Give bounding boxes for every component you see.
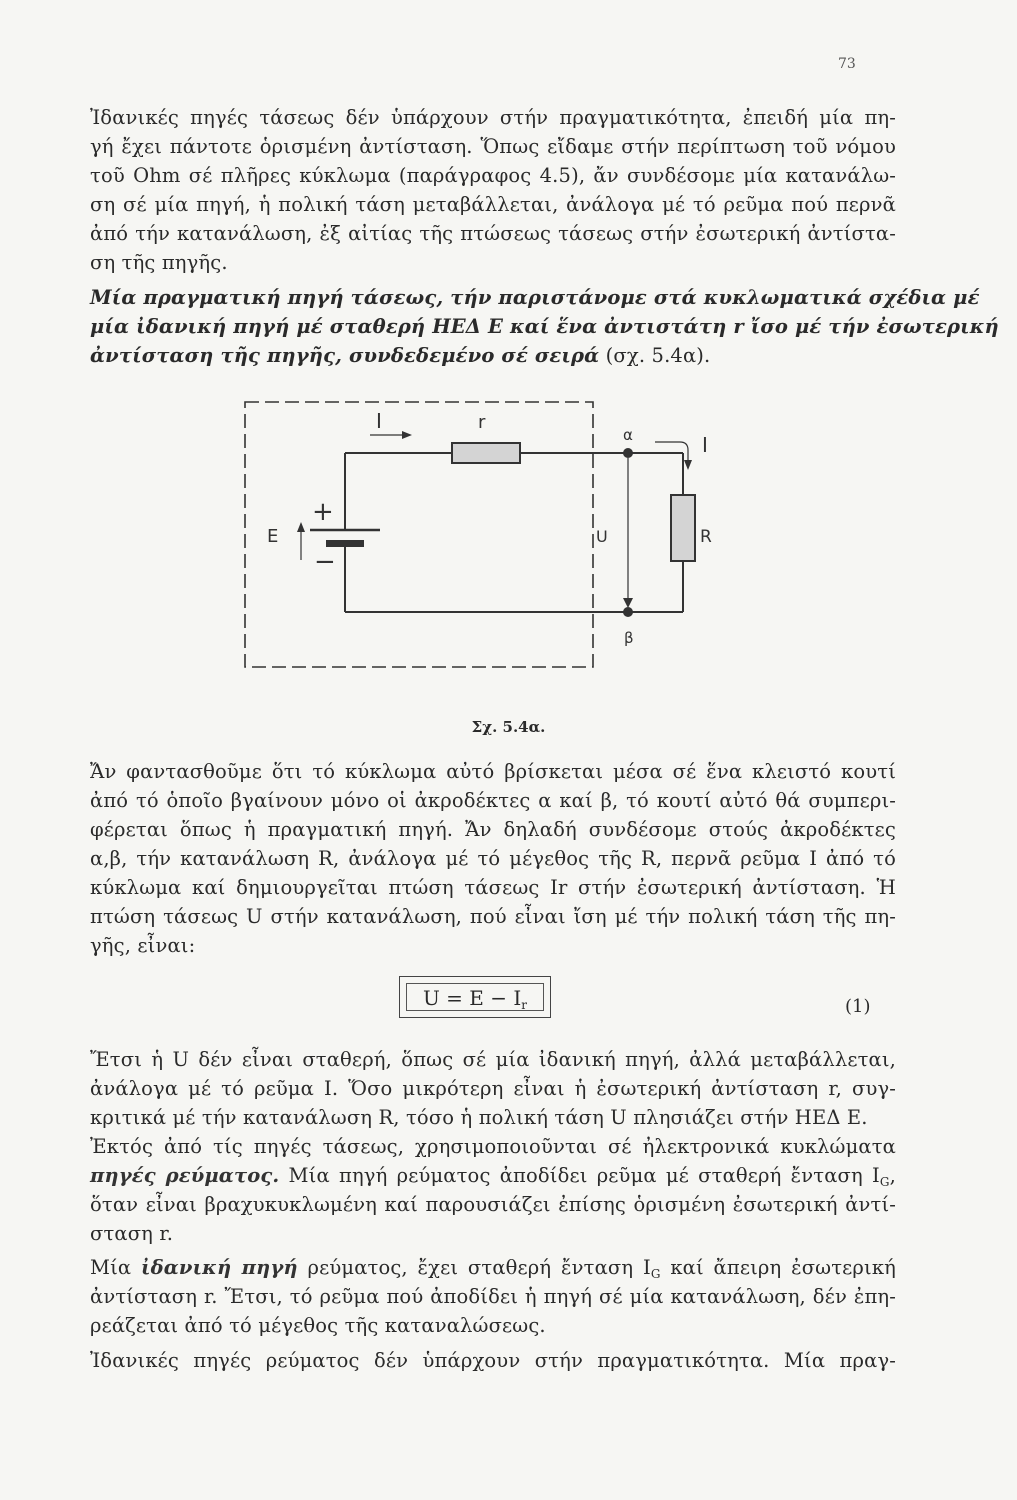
equation (406, 983, 544, 1011)
terminal-a-dot (623, 448, 633, 458)
label-terminal-a: α (623, 426, 633, 444)
text-line: Ἰδανικές πηγές τάσεως δέν ὑπάρχουν στήν πραγματικότητα, ἐπειδή μία πη- (90, 106, 896, 129)
page-number: 73 (838, 56, 856, 72)
text-line: Ἐκτός ἀπό τίς πηγές τάσεως, χρησιμοποιοῦνται σέ ἠλεκτρονικά κυκλώματα (90, 1135, 896, 1158)
equation-number: (1) (845, 996, 871, 1017)
label-terminal-b: β (624, 629, 634, 647)
equation-subscript: r (521, 998, 528, 1012)
text-line: Ἔτσι ἡ U δέν εἶναι σταθερή, ὅπως σέ μία ἰδανική πηγή, ἀλλά μεταβάλλεται, (90, 1048, 896, 1071)
current-arrowhead (684, 460, 692, 470)
text-line: κύκλωμα καί δημιουργεῖται πτώση τάσεως Ir στήν ἐσωτερική ἀντίσταση. Ἡ (90, 876, 896, 899)
text-line: μία ἰδανική πηγή μέ σταθερή ΗΕΔ Ε καί ἕνα ἀντιστάτη r ἴσο μέ τήν ἐσωτερική (90, 315, 999, 338)
text-line: Ἰδανικές πηγές ρεύματος δέν ὑπάρχουν στήν πραγματικότητα. Μία πραγ- (90, 1349, 896, 1372)
text-line: ἀπό τήν κατανάλωση, ἐξ αἰτίας τῆς πτώσεως τάσεως στήν ἐσωτερική ἀντίστα- (90, 222, 896, 245)
text-line: α,β, τήν κατανάλωση R, ἀνάλογα μέ τό μέγεθος τῆς R, περνᾶ ρεῦμα I ἀπό τό (90, 847, 896, 870)
load-resistor (671, 495, 695, 561)
text-line: γῆς, εἶναι: (90, 934, 196, 957)
label-current: I (702, 433, 708, 457)
internal-resistor (452, 443, 520, 463)
subscript: G (879, 1175, 890, 1189)
terminal-b-dot (623, 607, 633, 617)
text-line: γή ἔχει πάντοτε ὁρισμένη ἀντίσταση. Ὅπως εἴδαμε στήν περίπτωση τοῦ νόμου (90, 135, 896, 158)
text-line: ἀντίσταση r. Ἔτσι, τό ρεῦμα πού ἀποδίδει ἡ πηγή σέ μία κατανάλωση, δέν ἐπη- (90, 1285, 896, 1308)
circuit-diagram (230, 390, 750, 720)
text-line: φέρεται ὅπως ἡ πραγματική πηγή. Ἄν δηλαδή συνδέσομε στούς ἀκροδέκτες (90, 818, 896, 841)
current-arrowhead (402, 431, 412, 439)
text-span: Μία (90, 1256, 142, 1279)
text-line: σταση r. (90, 1222, 174, 1245)
text-line: ὅταν εἶναι βραχυκυκλωμένη καί παρουσιάζει ἐπίσης ὁρισμένη ἐσωτερική ἀντί- (90, 1193, 896, 1216)
text-line: ἀνάλογα μέ τό ρεῦμα I. Ὅσο μικρότερη εἶναι ἡ ἐσωτερική ἀντίσταση r, συγ- (90, 1077, 896, 1100)
emphasis-text: πηγές ρεύματος. (90, 1164, 280, 1187)
label-current: I (376, 409, 382, 433)
label-plus: + (312, 497, 334, 527)
figure-reference: (σχ. 5.4α). (599, 344, 711, 367)
text-line: ση τῆς πηγῆς. (90, 251, 228, 274)
battery-short-plate (326, 540, 364, 547)
voltage-arrowhead (623, 598, 633, 608)
text-line: ρεάζεται ἀπό τό μέγεθος τῆς καταναλώσεως. (90, 1314, 546, 1337)
text-line: κριτικά μέ τήν κατανάλωση R, τόσο ἡ πολική τάση U πλησιάζει στήν ΗΕΔ Ε. (90, 1106, 868, 1129)
label-minus: − (314, 547, 336, 577)
text-span: ρεύματος, ἔχει σταθερή ἔνταση I (297, 1256, 651, 1279)
equation-text: U = E − I (422, 986, 522, 1010)
text-line: Ἄν φαντασθοῦμε ὅτι τό κύκλωμα αὐτό βρίσκεται μέσα σέ ἕνα κλειστό κουτί (90, 760, 896, 783)
text-line: Μία πραγματική πηγή τάσεως, τήν παριστάνομε στά κυκλωματικά σχέδια μέ (90, 286, 980, 309)
text-span: Μία πηγή ρεύματος ἀποδίδει ρεῦμα μέ σταθερή ἔνταση I (279, 1164, 880, 1187)
source-box-outline (245, 402, 593, 667)
text-span: καί ἄπειρη ἐσωτερική (660, 1256, 896, 1279)
emphasis-text: ἀντίσταση τῆς πηγῆς, συνδεδεμένο σέ σειρά (90, 344, 600, 367)
equation-box (399, 976, 551, 1018)
subscript: G (650, 1267, 661, 1281)
text-span: , (889, 1164, 896, 1187)
emphasis-text: ἰδανική πηγή (141, 1256, 298, 1279)
text-line: ἀπό τό ὁποῖο βγαίνουν μόνο οἱ ἀκροδέκτες α καί β, τό κουτί αὐτό θά συμπερι- (90, 789, 896, 812)
text-line: ση σέ μία πηγή, ἡ πολική τάση μεταβάλλεται, ἀνάλογα μέ τό ρεῦμα πού περνᾶ (90, 193, 896, 216)
text-line: πτώση τάσεως U στήν κατανάλωση, πού εἶναι ἴση μέ τήν πολική τάση τῆς πη- (90, 905, 896, 928)
emf-arrowhead (297, 522, 305, 532)
label-voltage: U (596, 527, 608, 546)
label-emf: E (267, 526, 279, 547)
text-line (90, 1162, 896, 1190)
text-line (90, 1254, 896, 1282)
label-internal-resistance: r (478, 412, 486, 433)
label-load: R (700, 527, 712, 547)
text-line: τοῦ Ohm σέ πλῆρες κύκλωμα (παράγραφος 4.5), ἄν συνδέσομε μία κατανάλω- (90, 164, 896, 187)
figure-caption: Σχ. 5.4α. (471, 718, 546, 736)
text-line (90, 342, 896, 370)
